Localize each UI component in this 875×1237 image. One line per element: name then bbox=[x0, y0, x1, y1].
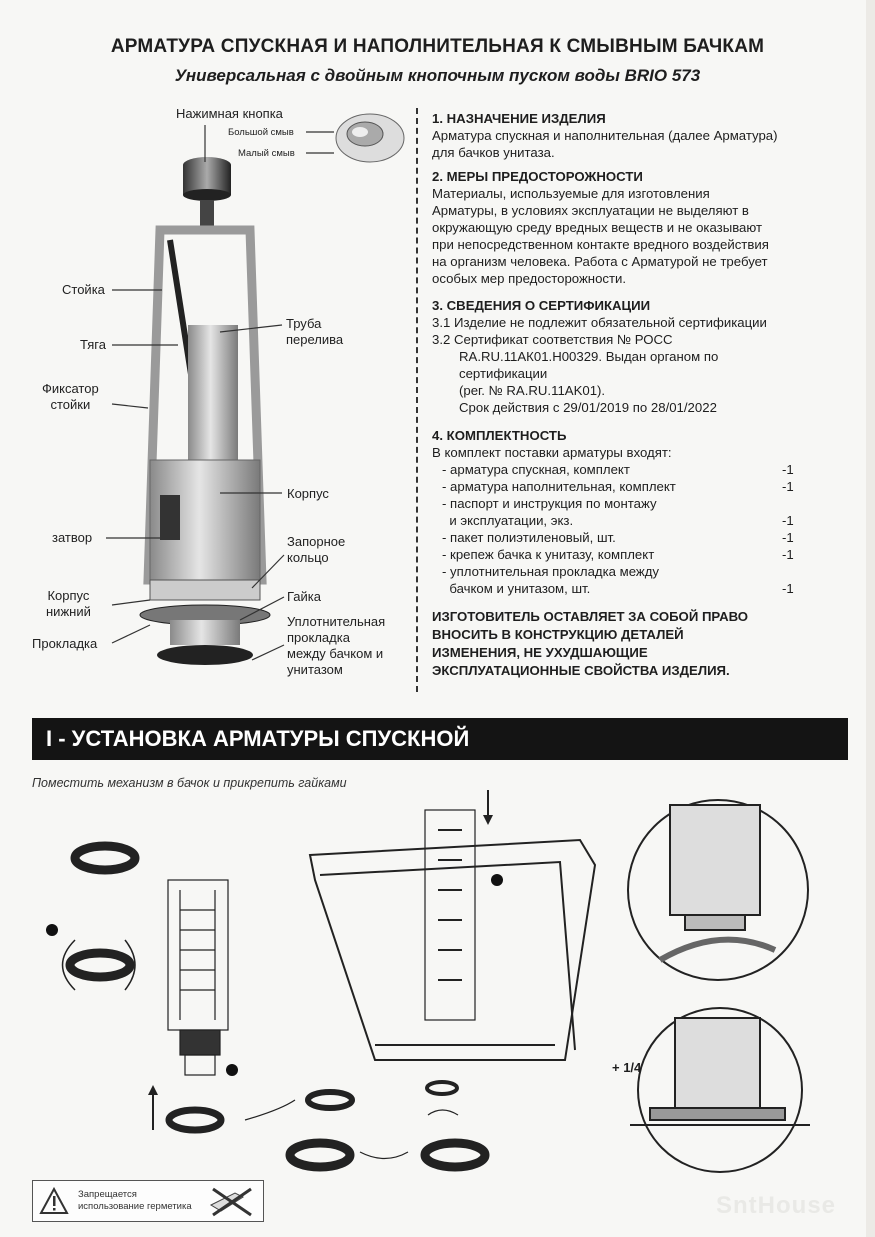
warning-text: Запрещается использование герметика bbox=[78, 1189, 192, 1212]
gasket-ring-icon bbox=[63, 940, 136, 990]
cert-line-1: 3.1 Изделие не подлежит обязательной сертификации bbox=[432, 315, 767, 330]
valve-icon bbox=[160, 495, 180, 540]
label-body: Корпус bbox=[287, 486, 329, 501]
label-lower-body: Корпус нижний bbox=[46, 588, 91, 619]
no-sealant-icon bbox=[203, 1185, 259, 1217]
kit-item: - арматура спускная, комплект -1 bbox=[442, 462, 794, 477]
watermark: SntHouse bbox=[716, 1192, 837, 1219]
column-divider bbox=[416, 108, 418, 692]
section-heading: 1. НАЗНАЧЕНИЕ ИЗДЕЛИЯ bbox=[432, 111, 606, 126]
push-button-icon bbox=[183, 157, 231, 230]
label-nut: Гайка bbox=[287, 589, 322, 604]
page-subtitle: Универсальная с двойным кнопочным пуском воды BRIO 573 bbox=[174, 66, 701, 85]
detail-view-icon bbox=[628, 800, 808, 980]
kit-item: - паспорт и инструкция по монтажу и эксплуатации, экз. -1 bbox=[442, 496, 794, 528]
kit-item: - уплотнительная прокладка между бачком и унитазом, шт. -1 bbox=[442, 564, 794, 596]
label-stand: Стойка bbox=[62, 282, 105, 297]
kit-item: - арматура наполнительная, комплект -1 bbox=[442, 479, 794, 494]
label-overflow: Труба перелива bbox=[286, 316, 344, 347]
label-button: Нажимная кнопка bbox=[176, 106, 283, 121]
label-big-flush: Большой смыв bbox=[228, 127, 294, 138]
kit-intro: В комплект поставки арматуры входят: bbox=[432, 445, 672, 460]
kit-item: - крепеж бачка к унитазу, комплект -1 bbox=[442, 547, 794, 562]
page-title: АРМАТУРА СПУСКНАЯ И НАПОЛНИТЕЛЬНАЯ К СМЫВНЫМ БАЧКАМ bbox=[110, 36, 765, 57]
installation-diagram bbox=[30, 790, 845, 1175]
step-3-marker bbox=[491, 874, 503, 886]
gasket-ring-icon bbox=[169, 1110, 221, 1130]
cert-line-2: 3.2 Сертификат соответствия № РОСС bbox=[432, 332, 673, 347]
label-rod: Тяга bbox=[80, 337, 106, 352]
manufacturer-notice: ИЗГОТОВИТЕЛЬ ОСТАВЛЯЕТ ЗА СОБОЙ ПРАВО ВНОСИТЬ В КОНСТРУКЦИЮ ДЕТАЛЕЙ ИЗМЕНЕНИЯ, НЕ УХУДШАЮЩИЕ ЭКСПЛУАТАЦИОННЫЕ СВОЙСТВА ИЗДЕЛИЯ. bbox=[432, 609, 749, 678]
kit-item: - пакет полиэтиленовый, шт. -1 bbox=[442, 530, 794, 545]
section-heading: 4. КОМПЛЕКТНОСТЬ bbox=[432, 428, 567, 443]
detail-view-icon bbox=[630, 1008, 810, 1172]
gasket-ring-icon bbox=[308, 1092, 352, 1108]
install-caption: Поместить механизм в бачок и прикрепить гайками bbox=[32, 776, 347, 790]
cistern-icon bbox=[310, 790, 595, 1115]
lock-ring-icon bbox=[150, 580, 260, 600]
gasket-ring-icon bbox=[290, 1143, 350, 1167]
gasket-ring-icon bbox=[75, 846, 135, 870]
arrow-icon bbox=[245, 1100, 295, 1120]
quarter-turn-label: + 1/4 bbox=[612, 1060, 642, 1075]
label-lock-ring: Запорное кольцо bbox=[287, 534, 346, 565]
label-valve: затвор bbox=[52, 530, 93, 545]
nut-icon bbox=[170, 620, 240, 645]
section-text: Материалы, используемые для изготовления Арматуры, в условиях эксплуатации не выделяют в окружающую среду вредных веществ и не оказывают при непосредственном контакте вредного воздействия на организм человека. Работа с Арматурой не требует особых мер предосторожности. bbox=[432, 186, 769, 286]
section-precautions bbox=[432, 168, 852, 287]
label-stand-lock: Фиксатор стойки bbox=[42, 381, 99, 412]
page-edge bbox=[866, 0, 875, 1237]
dual-button-icon bbox=[336, 114, 404, 162]
label-seal: Уплотнительная прокладка между бачком и унитазом bbox=[287, 614, 386, 677]
section-text: Арматура спускная и наполнительная (далее Арматура) для бачков унитаза. bbox=[432, 128, 778, 160]
label-small-flush: Малый смыв bbox=[238, 148, 295, 159]
step-2-marker bbox=[226, 1064, 238, 1076]
seal-icon bbox=[157, 645, 253, 665]
section-purpose bbox=[432, 110, 852, 161]
arrow-icon bbox=[360, 1152, 408, 1159]
section-heading: 2. МЕРЫ ПРЕДОСТОРОЖНОСТИ bbox=[432, 169, 643, 184]
flush-mechanism-icon bbox=[168, 880, 228, 1075]
section-banner: I - УСТАНОВКА АРМАТУРЫ СПУСКНОЙ bbox=[32, 718, 848, 760]
step-1-marker bbox=[46, 924, 58, 936]
overflow-tube-icon bbox=[188, 325, 238, 475]
section-certification bbox=[432, 297, 852, 416]
label-gasket: Прокладка bbox=[32, 636, 98, 651]
section-heading: 3. СВЕДЕНИЯ О СЕРТИФИКАЦИИ bbox=[432, 298, 651, 313]
gasket-ring-icon bbox=[425, 1143, 485, 1167]
section-kit bbox=[432, 427, 852, 597]
cert-line-3: RA.RU.11АК01.Н00329. Выдан органом по сертификации (рег. № RA.RU.11AK01). Срок действия с 29/01/2019 по 28/01/2022 bbox=[459, 349, 719, 415]
warning-triangle-icon bbox=[39, 1187, 69, 1215]
